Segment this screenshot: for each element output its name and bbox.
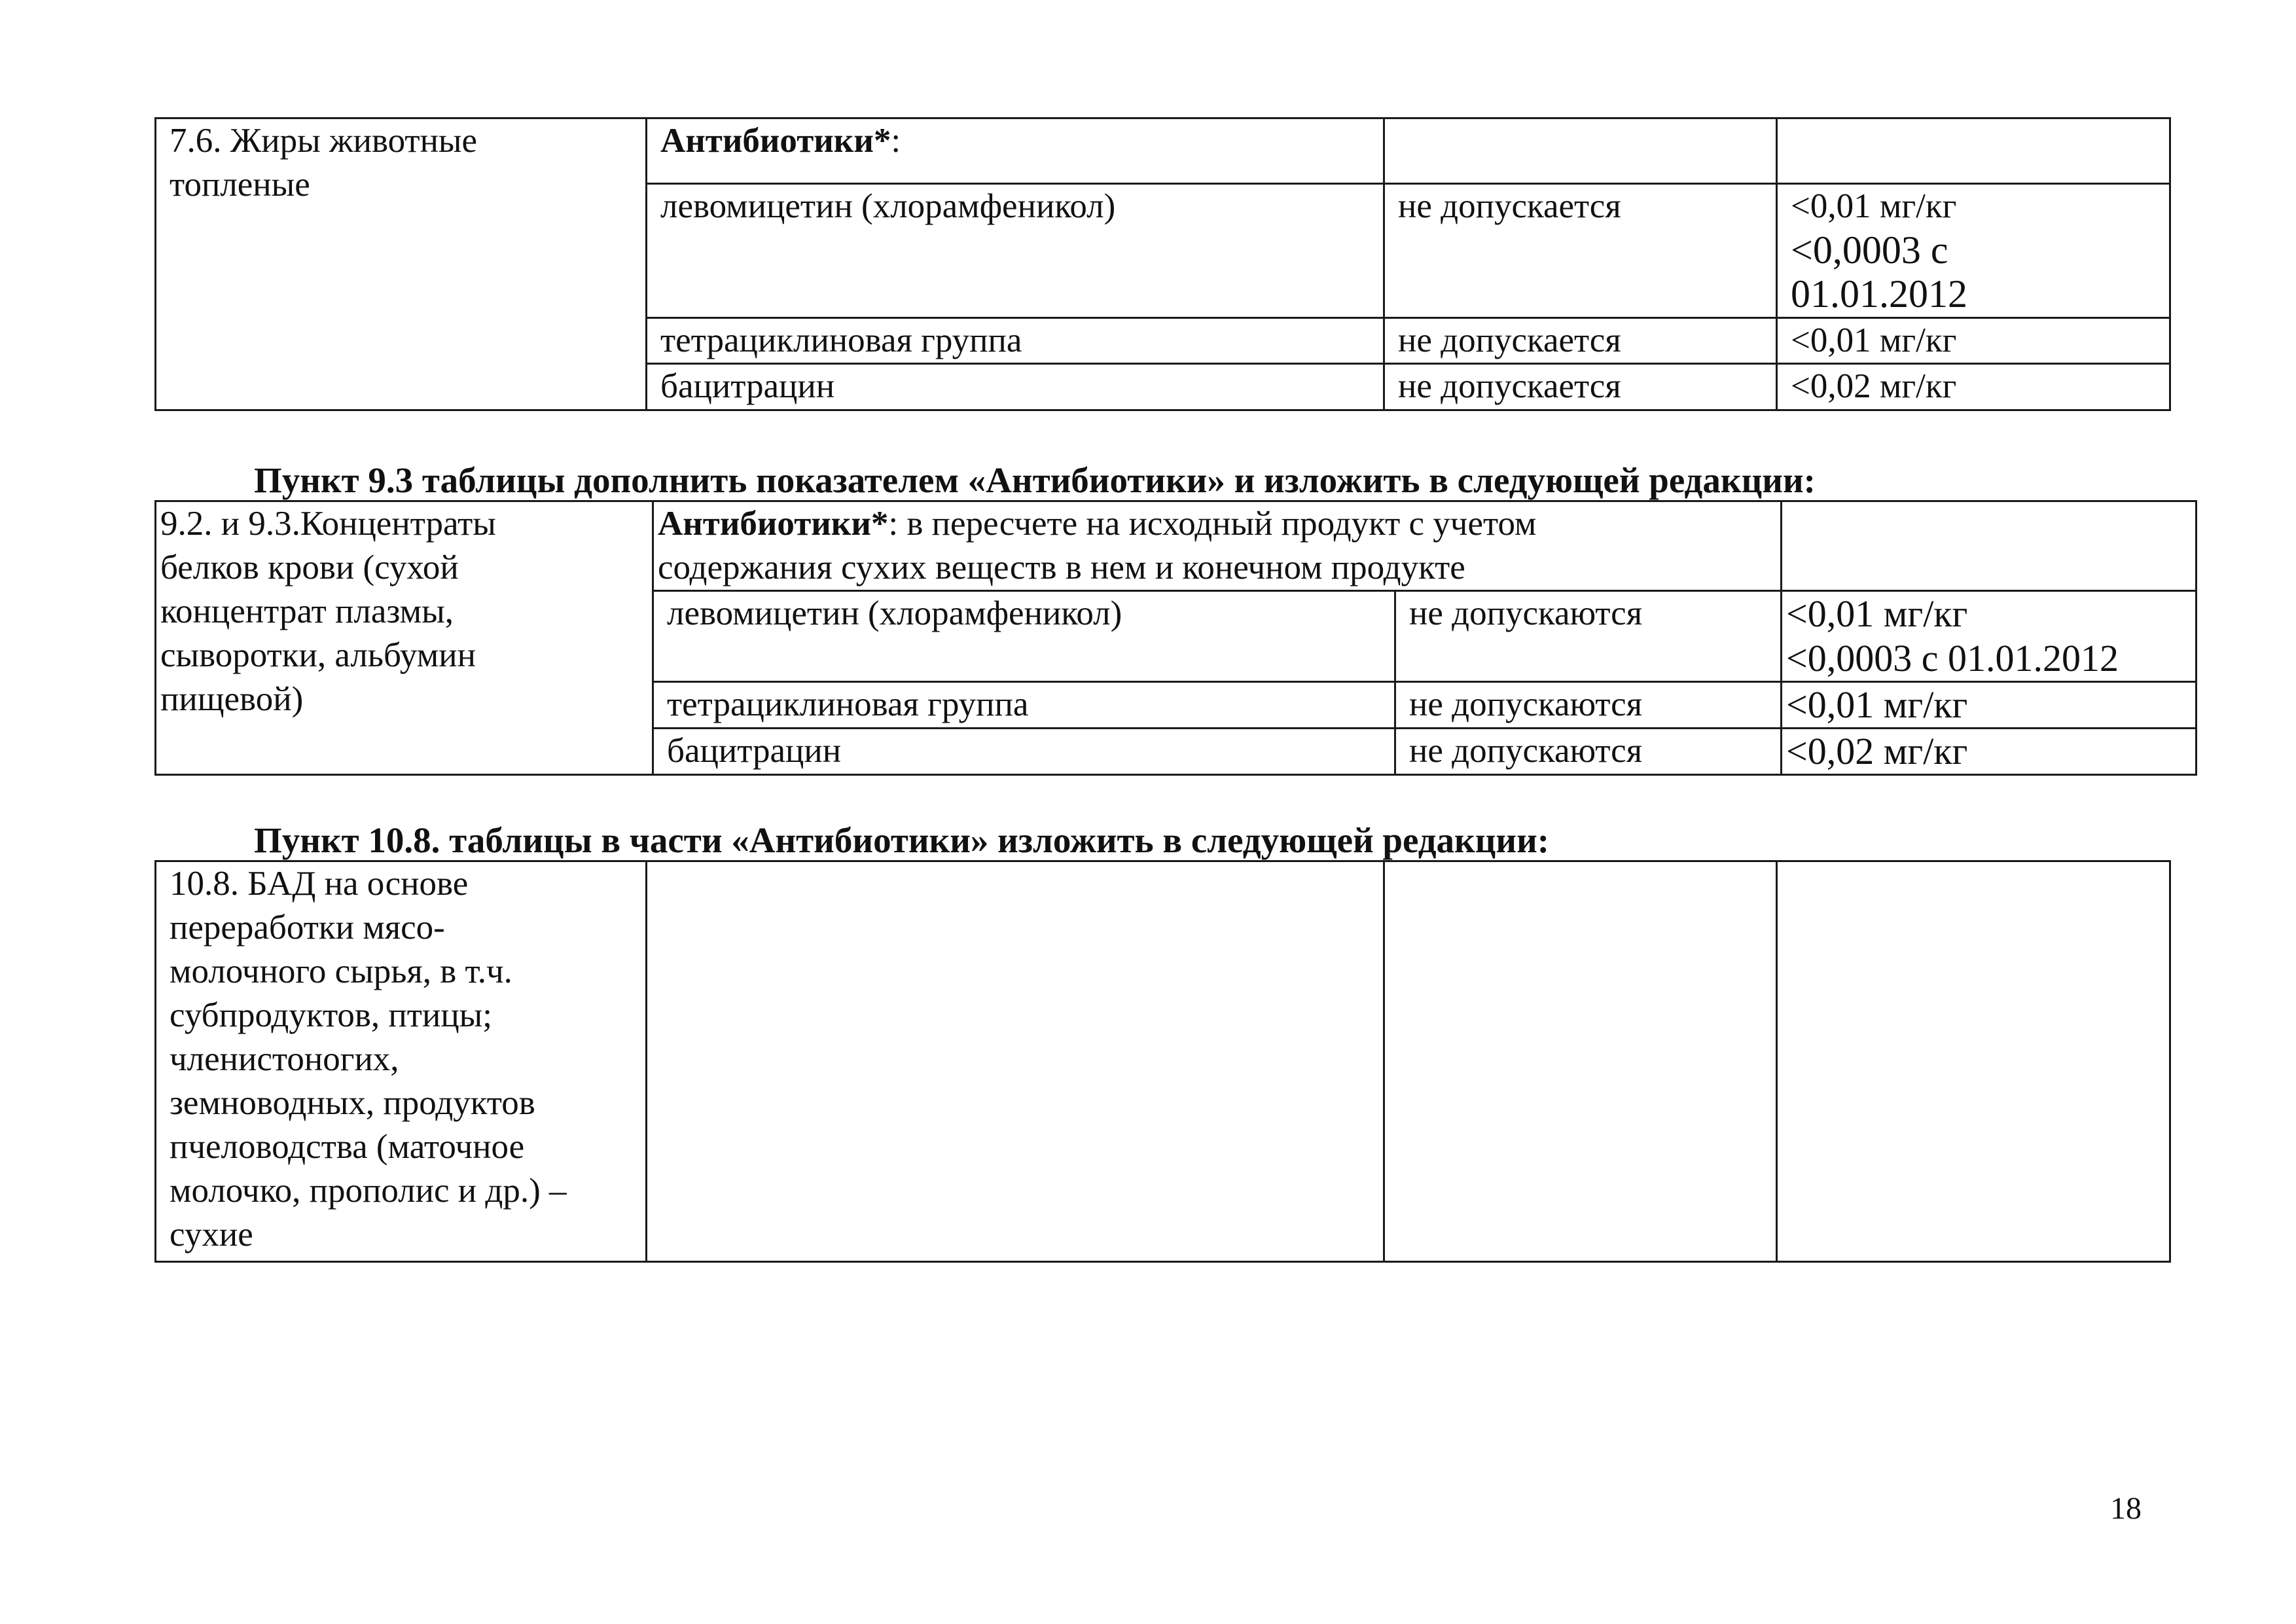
- indicator-cell: бацитрацин: [653, 729, 1395, 775]
- product-cell: 10.8. БАД на основе переработки мясо- молочного сырья, в т.ч. субпродуктов, птицы; членистоногих, земноводных, продуктов пчеловодства (маточное молочко, прополис и др.) – сухие: [156, 861, 647, 1262]
- empty-cell: [647, 861, 1384, 1262]
- indicator-cell: бацитрацин: [647, 364, 1384, 410]
- norm-cell: не допускаются: [1395, 729, 1782, 775]
- norm-cell: не допускается: [1384, 184, 1777, 318]
- indicator-cell: левомицетин (хлорамфеникол): [647, 184, 1384, 318]
- page-number: 18: [2110, 1491, 2142, 1526]
- section-heading: Пункт 10.8. таблицы в части «Антибиотики» изложить в следующей редакции:: [254, 820, 1550, 860]
- indicator-cell: тетрациклиновая группа: [647, 318, 1384, 364]
- group-title-rest: : в пересчете на исходный продукт с учетом содержания сухих веществ в нем и конечном продукте: [658, 505, 1537, 586]
- limit-cell: [1777, 184, 2170, 318]
- empty-cell: [1777, 118, 2170, 184]
- norm-cell: не допускаются: [1395, 682, 1782, 729]
- empty-cell: [1782, 501, 2197, 591]
- limit-cell: <0,01 мг/кг <0,0003 с 01.01.2012: [1782, 591, 2197, 682]
- product-cell: 7.6. Жиры животные топленые: [156, 118, 647, 410]
- norm-cell: не допускается: [1384, 318, 1777, 364]
- group-title-bold: Антибиотики*: [660, 122, 891, 160]
- table-fats: [154, 117, 2171, 411]
- limit-cell: <0,01 мг/кг: [1782, 682, 2197, 729]
- limit-cell: <0,02 мг/кг: [1782, 729, 2197, 775]
- limit-cell: <0,02 мг/кг: [1777, 364, 2170, 410]
- empty-cell: [1777, 861, 2170, 1262]
- empty-cell: [1384, 118, 1777, 184]
- indicator-cell: тетрациклиновая группа: [653, 682, 1395, 729]
- product-cell: 9.2. и 9.3.Концентраты белков крови (сухой концентрат плазмы, сыворотки, альбумин пищевой): [156, 501, 653, 775]
- limit-line: <0,01 мг/кг: [1791, 187, 1957, 225]
- empty-cell: [1384, 861, 1777, 1262]
- section-heading: Пункт 9.3 таблицы дополнить показателем «Антибиотики» и изложить в следующей редакции:: [254, 460, 1816, 500]
- group-title-cell: [653, 501, 1782, 591]
- norm-cell: не допускаются: [1395, 591, 1782, 682]
- group-title-cell: [647, 118, 1384, 184]
- indicator-cell: левомицетин (хлорамфеникол): [653, 591, 1395, 682]
- norm-cell: не допускается: [1384, 364, 1777, 410]
- table-bad: [154, 860, 2171, 1263]
- limit-line: <0,0003 с 01.01.2012: [1791, 228, 1967, 316]
- group-title-bold: Антибиотики*: [658, 505, 889, 543]
- table-blood-proteins: [154, 500, 2197, 776]
- limit-cell: <0,01 мг/кг: [1777, 318, 2170, 364]
- group-title-rest: :: [891, 122, 901, 160]
